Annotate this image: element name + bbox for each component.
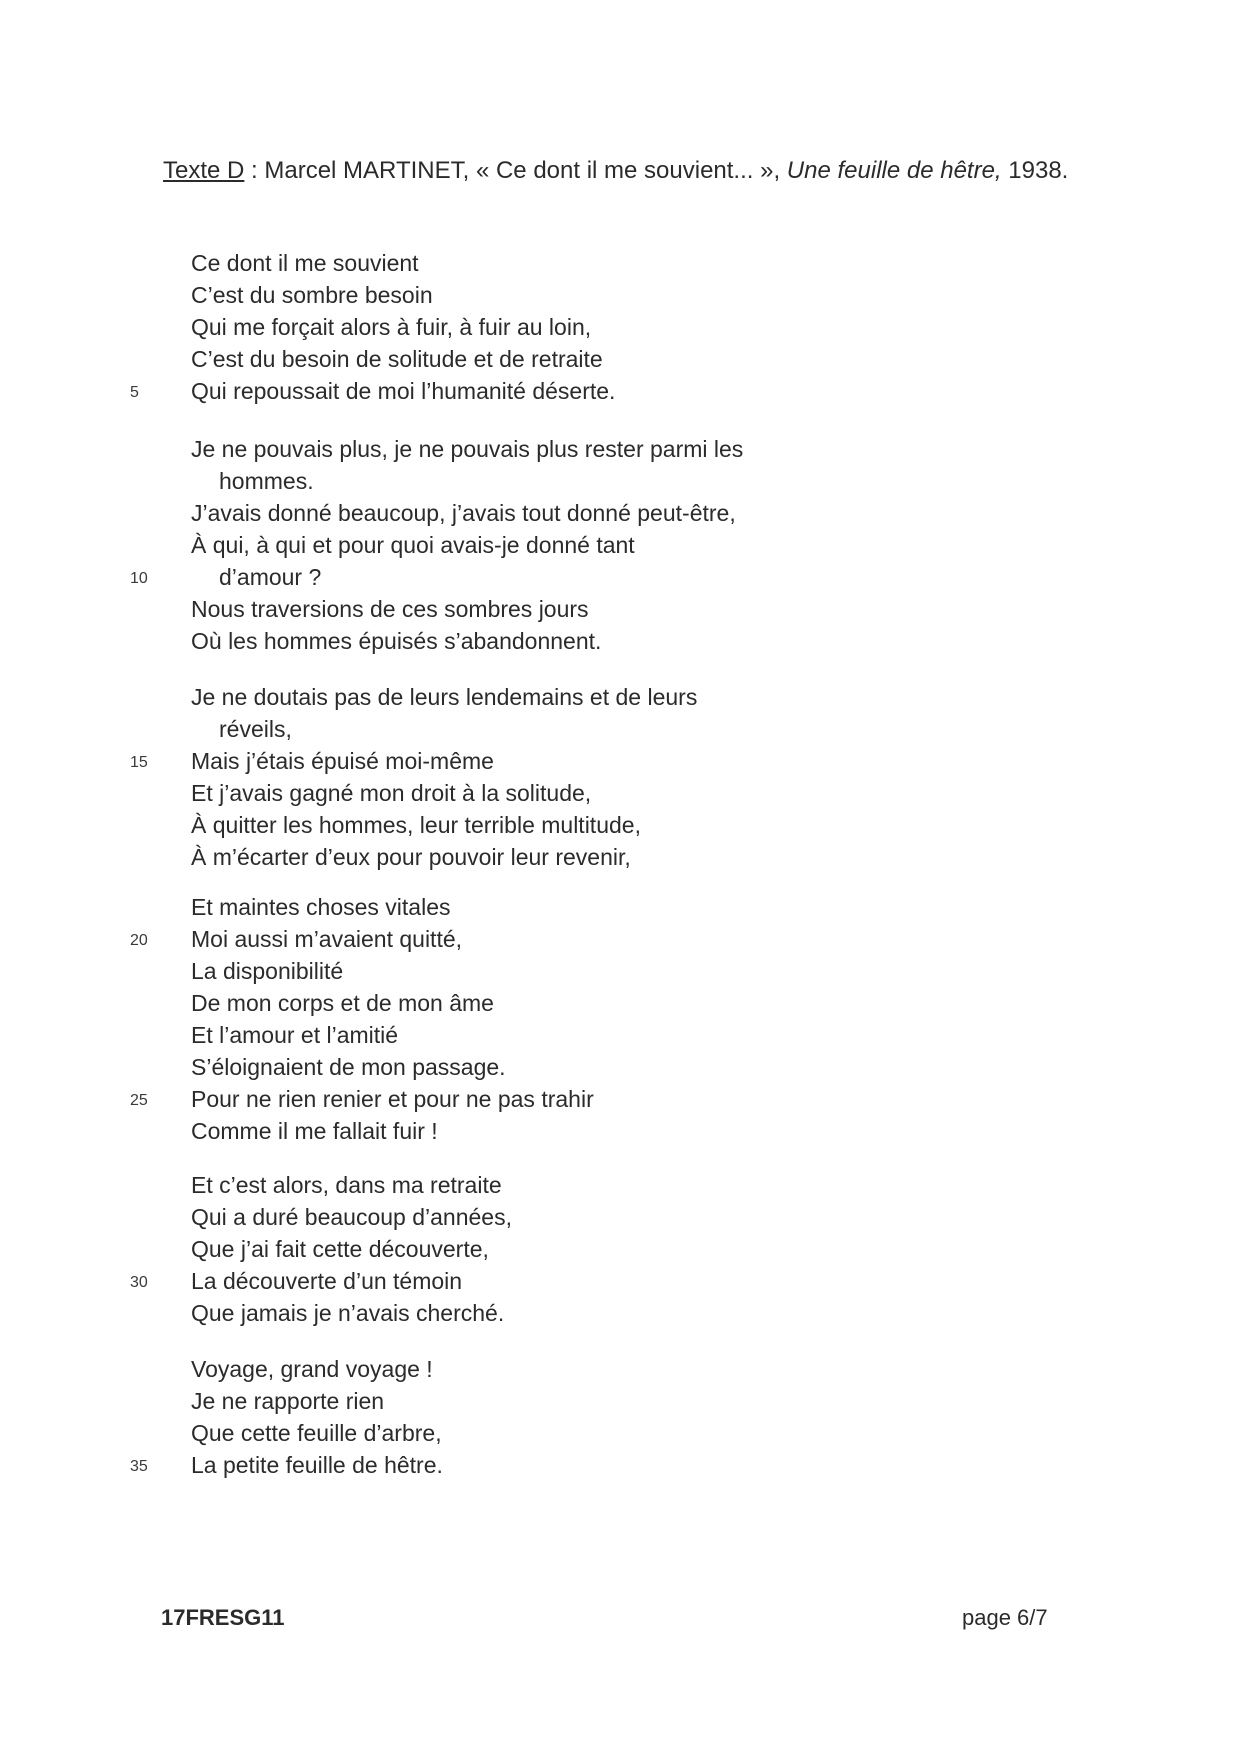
line-number: 25 — [130, 1092, 148, 1109]
poem-line: Qui me forçait alors à fuir, à fuir au loin, — [191, 314, 592, 340]
poem-line: Mais j’étais épuisé moi-même — [191, 748, 494, 774]
poem-line: C’est du besoin de solitude et de retraite — [191, 346, 603, 372]
author-title: : Marcel MARTINET, « Ce dont il me souvient... », — [244, 157, 787, 184]
work-title: Une feuille de hêtre, — [786, 157, 1002, 184]
poem-line: À m’écarter d’eux pour pouvoir leur revenir, — [191, 844, 631, 870]
poem-line: Comme il me fallait fuir ! — [191, 1118, 438, 1144]
poem-line: Qui repoussait de moi l’humanité déserte. — [191, 378, 616, 404]
poem-line: Et j’avais gagné mon droit à la solitude, — [191, 780, 592, 806]
poem-line: La disponibilité — [191, 958, 344, 984]
poem-line: À quitter les hommes, leur terrible multitude, — [191, 812, 641, 838]
line-number: 10 — [130, 570, 148, 587]
poem-line: C’est du sombre besoin — [191, 282, 433, 308]
poem-line: Je ne pouvais plus, je ne pouvais plus rester parmi les — [191, 436, 744, 462]
poem-line: Je ne rapporte rien — [191, 1388, 385, 1414]
exam-code: 17FRESG11 — [161, 1605, 285, 1630]
poem-line: Voyage, grand voyage ! — [191, 1356, 433, 1382]
poem-line-continuation: hommes. — [219, 468, 314, 494]
poem-line-continuation: d’amour ? — [219, 564, 322, 590]
page-number: page 6/7 — [962, 1605, 1048, 1630]
poem-line: Où les hommes épuisés s’abandonnent. — [191, 628, 602, 654]
poem-line: La découverte d’un témoin — [191, 1268, 463, 1294]
line-number: 20 — [130, 932, 148, 949]
poem-line: La petite feuille de hêtre. — [191, 1452, 443, 1478]
poem-line: De mon corps et de mon âme — [191, 990, 494, 1016]
line-number: 35 — [130, 1458, 148, 1475]
line-number: 15 — [130, 754, 148, 771]
poem-line-continuation: réveils, — [219, 716, 292, 742]
poem-line: J’avais donné beaucoup, j’avais tout donné peut-être, — [191, 500, 736, 526]
line-number: 5 — [130, 384, 139, 401]
poem-line: S’éloignaient de mon passage. — [191, 1054, 506, 1080]
poem-line: Que jamais je n’avais cherché. — [191, 1300, 505, 1326]
line-number: 30 — [130, 1274, 148, 1291]
poem-line: Ce dont il me souvient — [191, 250, 419, 276]
poem-line: Je ne doutais pas de leurs lendemains et de leurs — [191, 684, 698, 710]
text-label: Texte D — [163, 157, 245, 184]
publication-year: 1938. — [1001, 157, 1069, 184]
poem-line: Et maintes choses vitales — [191, 894, 451, 920]
poem-line: Qui a duré beaucoup d’années, — [191, 1204, 512, 1230]
poem-line: Et c’est alors, dans ma retraite — [191, 1172, 502, 1198]
poem-line: À qui, à qui et pour quoi avais-je donné tant — [191, 532, 635, 558]
poem-line: Pour ne rien renier et pour ne pas trahir — [191, 1086, 594, 1112]
poem-line: Et l’amour et l’amitié — [191, 1022, 399, 1048]
poem-line: Que cette feuille d’arbre, — [191, 1420, 442, 1446]
poem-line: Que j’ai fait cette découverte, — [191, 1236, 489, 1262]
poem-line: Moi aussi m’avaient quitté, — [191, 926, 463, 952]
poem-line: Nous traversions de ces sombres jours — [191, 596, 589, 622]
